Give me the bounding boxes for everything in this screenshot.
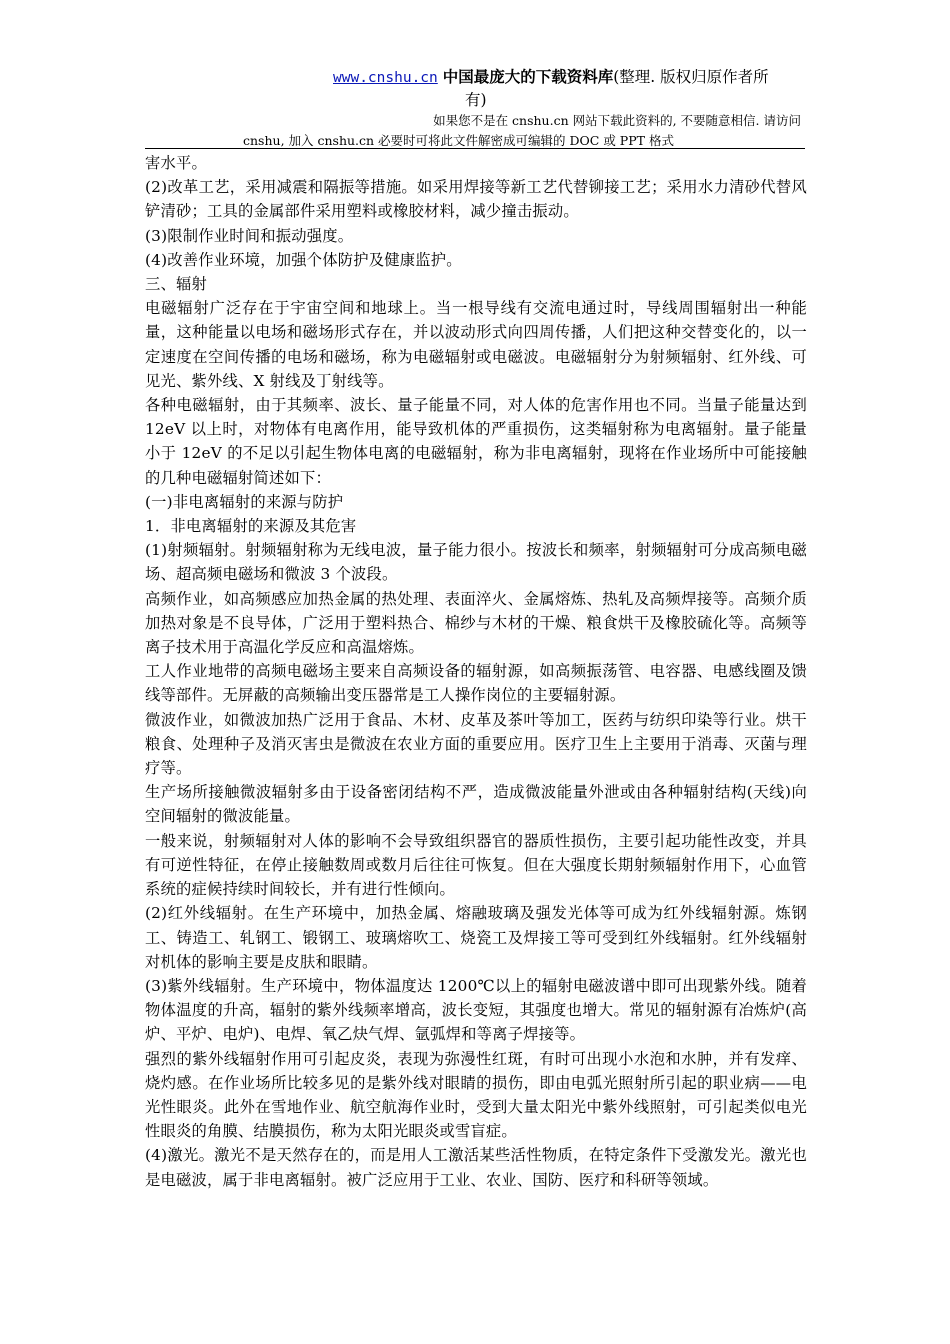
paragraph: 害水平。 <box>145 154 207 172</box>
section-heading: 三、辐射 <box>145 275 207 294</box>
paragraph: 微波作业，如微波加热广泛用于食品、木材、皮革及茶叶等加工，医药与纺织印染等行业。烘干粮食、处理种子及消灭害虫是微波在农业方面的重要应用。医疗卫生上主要用于消毒、灭菌与理疗等。 <box>145 710 807 778</box>
header-title-note-continued: 有) <box>465 91 487 109</box>
header-notice-line1: 如果您不是在 cnshu.cn 网站下载此资料的, 不要随意相信. 请访问 <box>433 113 801 128</box>
paragraph: (3)限制作业时间和振动强度。 <box>145 226 354 245</box>
header-title-note: (整理. 版权归原作者所 <box>613 68 769 86</box>
subsection-heading: 1．非电离辐射的来源及其危害 <box>145 517 357 536</box>
site-link[interactable]: www.cnshu.cn <box>333 70 438 86</box>
paragraph: 一般来说，射频辐射对人体的影响不会导致组织器官的器质性损伤，主要引起功能性改变，并具有可逆性特征，在停止接触数周或数月后往往可恢复。但在大强度长期射频辐射作用下，心血管系统的症候持续时间较长，并有进行性倾向。 <box>145 831 807 899</box>
paragraph: (3)紫外线辐射。生产环境中，物体温度达 1200℃以上的辐射电磁波谱中即可出现紫外线。随着物体温度的升高，辐射的紫外线频率增高，波长变短，其强度也增大。常见的辐射源有冶炼炉(高炉、平炉、电炉)、电焊、氧乙炔气焊、氩弧焊和等离子焊接等。 <box>145 976 807 1044</box>
paragraph: 各种电磁辐射，由于其频率、波长、量子能量不同，对人体的危害作用也不同。当量子能量达到 12eV 以上时，对物体有电离作用，能导致机体的严重损伤，这类辐射称为电离辐射。量子能量小于 12eV 的不足以引起生物体电离的电磁辐射，称为非电离辐射，现将在作业场所中可能接触的几种电磁辐射简述如下： <box>145 396 807 487</box>
paragraph: 强烈的紫外线辐射作用可引起皮炎，表现为弥漫性红斑，有时可出现小水泡和水肿，并有发痒、烧灼感。在作业场所比较多见的是紫外线对眼睛的损伤，即由电弧光照射所引起的职业病——电光性眼炎。此外在雪地作业、航空航海作业时，受到大量太阳光中紫外线照射，可引起类似电光性眼炎的角膜、结膜损伤，称为太阳光眼炎或雪盲症。 <box>145 1049 807 1141</box>
header-title-line <box>243 66 805 89</box>
document-body <box>145 151 807 1192</box>
paragraph: 生产场所接触微波辐射多由于设备密闭结构不严，造成微波能量外泄或由各种辐射结构(天线)向空间辐射的微波能量。 <box>145 783 807 826</box>
paragraph: (4)激光。激光不是天然存在的，而是用人工激活某些活性物质，在特定条件下受激发光。激光也是电磁波，属于非电离辐射。被广泛应用于工业、农业、国防、医疗和科研等领域。 <box>145 1146 807 1189</box>
paragraph: 工人作业地带的高频电磁场主要来自高频设备的辐射源，如高频振荡管、电容器、电感线圈及馈线等部件。无屏蔽的高频输出变压器常是工人操作岗位的主要辐射源。 <box>145 662 807 705</box>
paragraph: 电磁辐射广泛存在于宇宙空间和地球上。当一根导线有交流电通过时，导线周围辐射出一种能量，这种能量以电场和磁场形式存在，并以波动形式向四周传播，人们把这种交替变化的，以一定速度在空间传播的电场和磁场，称为电磁辐射或电磁波。电磁辐射分为射频辐射、红外线、可见光、紫外线、X 射线及丁射线等。 <box>145 299 807 390</box>
header-divider <box>145 148 805 149</box>
header-notice-line2: cnshu, 加入 cnshu.cn 必要时可将此文件解密成可编辑的 DOC 或 PPT 格式 <box>243 133 674 148</box>
header-title: 中国最庞大的下载资料库 <box>442 67 614 86</box>
paragraph: 高频作业，如高频感应加热金属的热处理、表面淬火、金属熔炼、热轧及高频焊接等。高频介质加热对象是不良导体，广泛用于塑料热合、棉纱与木材的干燥、粮食烘干及橡胶硫化等。高频等离子技术用于高温化学反应和高温熔炼。 <box>145 589 807 657</box>
page-header <box>243 66 805 151</box>
paragraph: (2)红外线辐射。在生产环境中，加热金属、熔融玻璃及强发光体等可成为红外线辐射源。炼钢工、铸造工、轧钢工、锻钢工、玻璃熔吹工、烧瓷工及焊接工等可受到红外线辐射。红外线辐射对机体的影响主要是皮肤和眼睛。 <box>145 904 807 971</box>
paragraph: (4)改善作业环境，加强个体防护及健康监护。 <box>145 250 462 269</box>
subsection-heading: (一)非电离辐射的来源与防护 <box>145 492 344 511</box>
paragraph: (2)改革工艺，采用减震和隔振等措施。如采用焊接等新工艺代替铆接工艺；采用水力清砂代替风铲清砂；工具的金属部件采用塑料或橡胶材料，减少撞击振动。 <box>145 178 807 221</box>
paragraph: (1)射频辐射。射频辐射称为无线电波，量子能力很小。按波长和频率，射频辐射可分成高频电磁场、超高频电磁场和微波 3 个波段。 <box>145 541 807 584</box>
